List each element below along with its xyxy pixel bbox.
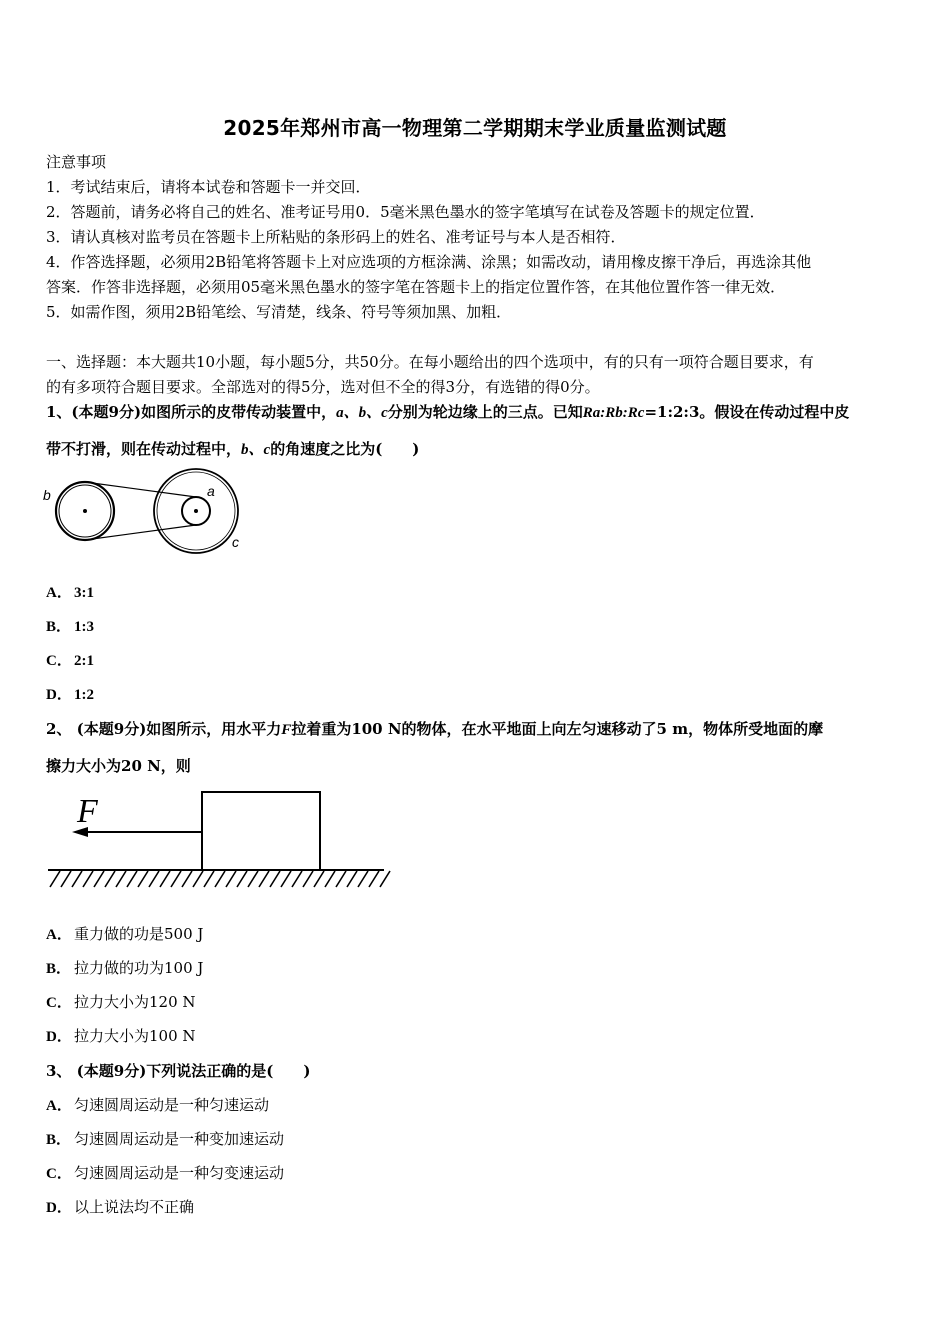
hatch-stroke xyxy=(138,871,148,887)
q1-line2-post: 的角速度之比为( ) xyxy=(270,440,420,458)
hatch-stroke xyxy=(380,871,390,887)
belt-top xyxy=(85,482,196,497)
q1-prefix: 1、(本题9分)如图所示的皮带传动装置中， xyxy=(46,403,337,421)
option-text: 1:2 xyxy=(74,687,94,703)
page-title: 2025年郑州市高一物理第二学期期末学业质量监测试题 xyxy=(223,116,727,140)
q1-option-d xyxy=(46,684,94,705)
label-b: b xyxy=(43,487,51,503)
hatch-stroke xyxy=(270,871,280,887)
belt-bottom xyxy=(85,525,196,540)
q2-F: F xyxy=(281,722,292,738)
hatch-stroke xyxy=(127,871,137,887)
ground-hatch xyxy=(50,871,390,887)
q3-option-c xyxy=(46,1163,284,1184)
q3-option-b xyxy=(46,1129,284,1150)
q1-bc: b、c xyxy=(241,442,271,458)
notice-item: 4．作答选择题，必须用2B铅笔将答题卡上对应选项的方框涂满、涂黑；如需改动，请用橡皮擦干净后，再选涂其他 xyxy=(46,253,812,271)
option-key: A． xyxy=(46,1098,72,1114)
hatch-stroke xyxy=(116,871,126,887)
belt-drive-figure xyxy=(40,468,250,563)
option-text: 以上说法均不正确 xyxy=(74,1198,195,1216)
option-key: A． xyxy=(46,585,72,601)
hatch-stroke xyxy=(358,871,368,887)
option-key: D． xyxy=(46,687,72,703)
option-key: A． xyxy=(46,927,72,943)
option-key: B． xyxy=(46,961,72,977)
hatch-stroke xyxy=(182,871,192,887)
option-key: C． xyxy=(46,995,72,1011)
option-key: B． xyxy=(46,619,72,635)
q1-abc: a、b、c xyxy=(336,405,388,421)
hatch-stroke xyxy=(105,871,115,887)
hatch-stroke xyxy=(226,871,236,887)
q2-stem-line1 xyxy=(46,719,823,740)
notice-item: 5．如需作图，须用2B铅笔绘、写清楚，线条、符号等须加黑、加粗． xyxy=(46,303,512,321)
q1-stem-line1 xyxy=(46,402,849,423)
option-key: C． xyxy=(46,653,72,669)
option-key: C． xyxy=(46,1166,72,1182)
q3-option-a xyxy=(46,1095,269,1116)
force-block-figure xyxy=(44,790,389,895)
hatch-stroke xyxy=(336,871,346,887)
q3-stem: 3、 (本题9分)下列说法正确的是( ) xyxy=(46,1062,311,1080)
notice-item: 答案．作答非选择题，必须用05毫米黑色墨水的签字笔在答题卡上的指定位置作答，在其他位置作答一律无效． xyxy=(46,278,786,296)
hatch-stroke xyxy=(369,871,379,887)
q1-ratio: Ra:Rb:Rc xyxy=(582,405,645,421)
q2-option-a xyxy=(46,924,203,945)
q1-option-a xyxy=(46,582,94,603)
section-intro: 一、选择题：本大题共10小题，每小题5分，共50分。在每小题给出的四个选项中，有的只有一项符合题目要求，有 xyxy=(46,353,814,371)
q1-option-b xyxy=(46,616,94,637)
hatch-stroke xyxy=(292,871,302,887)
block xyxy=(202,792,320,870)
hatch-stroke xyxy=(259,871,269,887)
option-text: 拉力大小为100 N xyxy=(74,1027,196,1045)
hatch-stroke xyxy=(303,871,313,887)
hatch-stroke xyxy=(314,871,324,887)
q2-option-d xyxy=(46,1026,196,1047)
hatch-stroke xyxy=(215,871,225,887)
option-text: 匀速圆周运动是一种匀速运动 xyxy=(74,1096,270,1114)
q2-line1-post: 拉着重为100 N的物体，在水平地面上向左匀速移动了5 m，物体所受地面的摩 xyxy=(291,720,824,738)
hatch-stroke xyxy=(171,871,181,887)
option-text: 2:1 xyxy=(74,653,94,669)
hatch-stroke xyxy=(193,871,203,887)
hatch-stroke xyxy=(94,871,104,887)
q1-line2-pre: 带不打滑，则在传动过程中， xyxy=(46,440,242,458)
hatch-stroke xyxy=(50,871,60,887)
notice-item: 2．答题前，请务必将自己的姓名、准考证号用0．5毫米黑色墨水的签字笔填写在试卷及答题卡的规定位置． xyxy=(46,203,765,221)
section-intro: 的有多项符合题目要求。全部选对的得5分，选对但不全的得3分，有选错的得0分。 xyxy=(46,378,600,396)
option-text: 重力做的功是500 J xyxy=(74,925,204,943)
q1-stem-line2 xyxy=(46,439,419,460)
hatch-stroke xyxy=(248,871,258,887)
hatch-stroke xyxy=(237,871,247,887)
label-c: c xyxy=(232,534,239,550)
option-text: 1:3 xyxy=(74,619,94,635)
q2-option-b xyxy=(46,958,203,979)
notice-item: 3．请认真核对监考员在答题卡上所粘贴的条形码上的姓名、准考证号与本人是否相符． xyxy=(46,228,626,246)
option-key: B． xyxy=(46,1132,72,1148)
option-text: 匀速圆周运动是一种匀变速运动 xyxy=(74,1164,285,1182)
hatch-stroke xyxy=(149,871,159,887)
q2-line1-pre: 2、 (本题9分)如图所示，用水平力 xyxy=(46,720,282,738)
option-key: D． xyxy=(46,1200,72,1216)
q2-option-c xyxy=(46,992,196,1013)
option-text: 3:1 xyxy=(74,585,94,601)
notice-item: 1．考试结束后，请将本试卷和答题卡一并交回． xyxy=(46,178,371,196)
hatch-stroke xyxy=(72,871,82,887)
option-text: 匀速圆周运动是一种变加速运动 xyxy=(74,1130,285,1148)
force-label: F xyxy=(77,793,98,830)
notice-heading: 注意事项 xyxy=(46,153,107,171)
q2-stem-line2: 擦力大小为20 N，则 xyxy=(46,757,191,775)
hatch-stroke xyxy=(61,871,71,887)
q3-option-d xyxy=(46,1197,194,1218)
hatch-stroke xyxy=(204,871,214,887)
hatch-stroke xyxy=(347,871,357,887)
option-text: 拉力做的功为100 J xyxy=(74,959,204,977)
hatch-stroke xyxy=(160,871,170,887)
hatch-stroke xyxy=(281,871,291,887)
q1-option-c xyxy=(46,650,94,671)
option-key: D． xyxy=(46,1029,72,1045)
hatch-stroke xyxy=(325,871,335,887)
q1-mid: 分别为轮边缘上的三点。已知 xyxy=(387,403,583,421)
label-a: a xyxy=(207,483,215,499)
q1-ratio-rhs: =1:2:3。假设在传动过程中皮 xyxy=(644,403,850,421)
option-text: 拉力大小为120 N xyxy=(74,993,196,1011)
hatch-stroke xyxy=(83,871,93,887)
